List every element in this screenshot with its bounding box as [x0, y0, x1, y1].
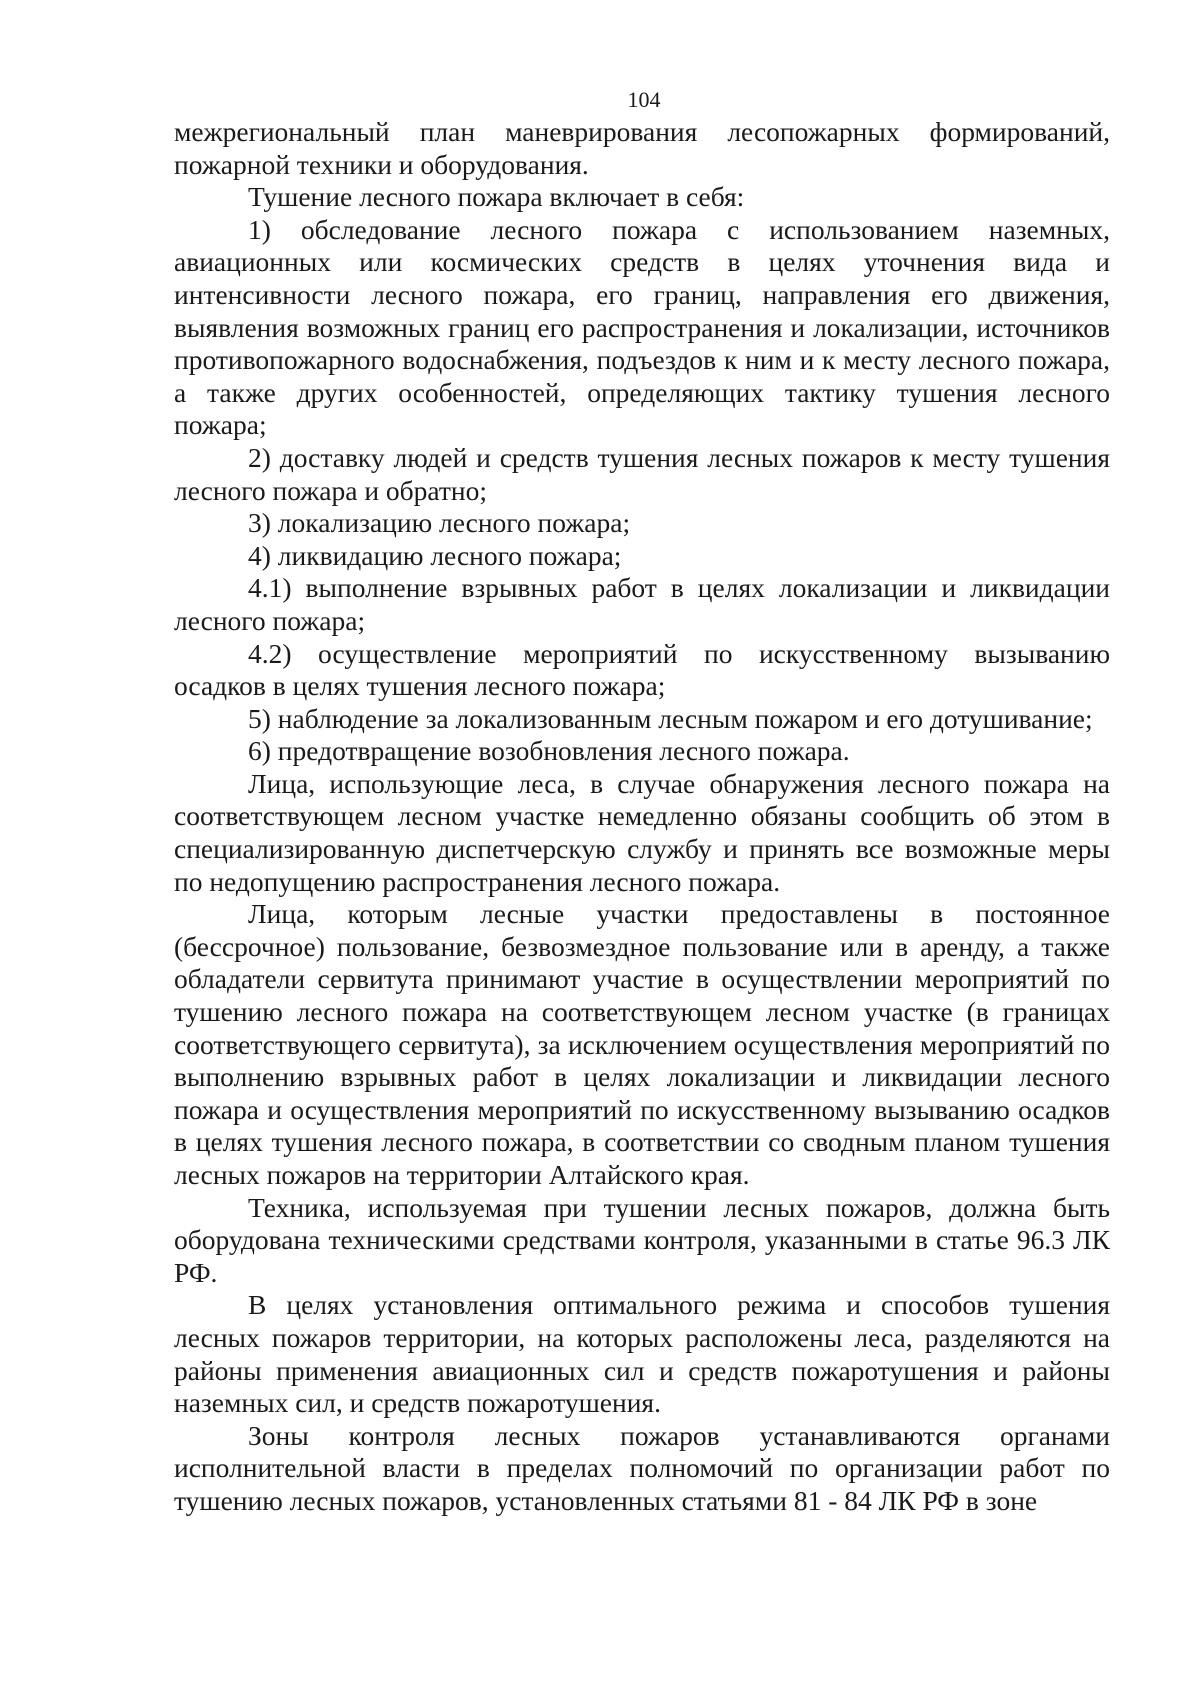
list-item-4-2: 4.2) осуществление мероприятий по искусственному вызыванию осадков в целях тушения лесного пожара;: [174, 637, 1110, 702]
paragraph-intro: Тушение лесного пожара включает в себя:: [248, 181, 745, 213]
list-item-1: 1) обследование лесного пожара с использованием наземных, авиационных или космических средств в целях уточнения вида и интенсивности лесного пожара, его границ, направления его движения, выявления возможных границ его распространения и локализации, источников противопожарного водоснабжения, подъездов к ним и к месту лесного пожара, а также других особенностей, определяющих тактику тушения лесного пожара;: [174, 213, 1110, 441]
paragraph-forest-users: Лица, использующие леса, в случае обнаружения лесного пожара на соответствующем лесном участке немедленно обязаны сообщить об этом в специализированную диспетчерскую службу и принять все возможные меры по недопущению распространения лесного пожара.: [174, 767, 1110, 897]
paragraph-equipment: Техника, используемая при тушении лесных пожаров, должна быть оборудована техническими средствами контроля, указанными в статье 96.3 ЛК РФ.: [174, 1191, 1110, 1288]
paragraph-leaseholders: Лица, которым лесные участки предоставлены в постоянное (бессрочное) пользование, безвозмездное пользование или в аренду, а также обладатели сервитута принимают участие в осуществлении мероприятий по тушению лесного пожара на соответствующем лесном участке (в границах соответствующего сервитута), за исключением осуществления мероприятий по выполнению взрывных работ в целях локализации и ликвидации лесного пожара и осуществления мероприятий по искусственному вызыванию осадков в целях тушения лесного пожара, в соответствии со сводным планом тушения лесных пожаров на территории Алтайского края.: [174, 898, 1110, 1190]
list-item-6: 6) предотвращение возобновления лесного пожара.: [248, 735, 850, 767]
list-item-2: 2) доставку людей и средств тушения лесных пожаров к месту тушения лесного пожара и обратно;: [174, 441, 1110, 506]
list-item-4: 4) ликвидацию лесного пожара;: [248, 539, 622, 571]
list-item-4-1: 4.1) выполнение взрывных работ в целях локализации и ликвидации лесного пожара;: [174, 572, 1110, 636]
list-item-3: 3) локализацию лесного пожара;: [248, 507, 631, 539]
paragraph-continuation: межрегиональный план маневрирования лесопожарных формирований, пожарной техники и оборудования.: [174, 116, 1110, 180]
page-number: 104: [627, 87, 661, 112]
document-page: [174, 84, 1110, 1518]
list-item-5: 5) наблюдение за локализованным лесным пожаром и его дотушивание;: [248, 702, 1093, 734]
paragraph-control-zones: Зоны контроля лесных пожаров устанавливаются органами исполнительной власти в пределах полномочий по организации работ по тушению лесных пожаров, установленных статьями 81 - 84 ЛК РФ в зоне: [174, 1419, 1110, 1516]
paragraph-regimes: В целях установления оптимального режима и способов тушения лесных пожаров территории, на которых расположены леса, разделяются на районы применения авиационных сил и средств пожаротушения и районы наземных сил, и средств пожаротушения.: [174, 1289, 1110, 1419]
